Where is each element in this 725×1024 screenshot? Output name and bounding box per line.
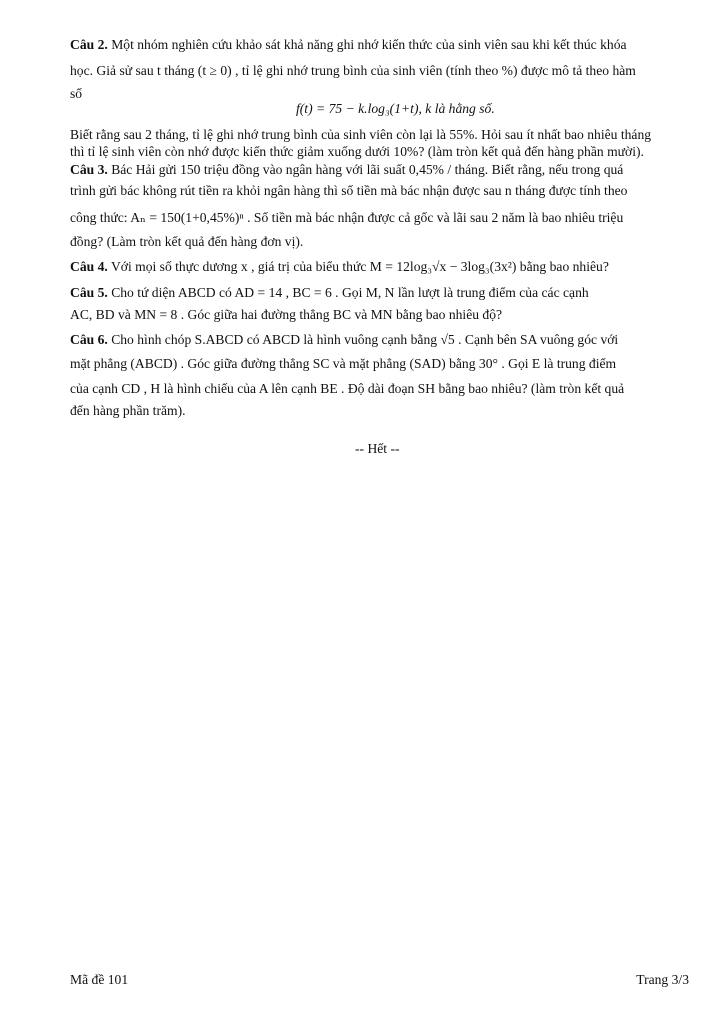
- q5-text-1: Cho tứ diện ABCD có AD = 14 , BC = 6 . Gọi M, N lần lượt là trung điểm của các cạnh: [111, 285, 589, 300]
- q3-line-1: [70, 161, 623, 179]
- page-number: Trang 3/3: [636, 972, 689, 987]
- q5-line-1: [70, 284, 589, 302]
- q4-text-1: Với mọi số thực dương x , giá trị của biểu thức M = 12log₃√x − 3log₃(3x²) bằng bao nhiêu?: [110, 259, 609, 274]
- q6-line-4: đến hàng phần trăm).: [70, 403, 186, 418]
- q2-text-1: Một nhóm nghiên cứu khảo sát khả năng ghi nhớ kiến thức của sinh viên sau khi kết thúc khóa: [111, 37, 627, 52]
- q2-line-5: thì tỉ lệ sinh viên còn nhớ được kiến thức giảm xuống dưới 10%? (làm tròn kết quả đến hàng phần mười).: [70, 144, 644, 159]
- q2-line-3: số: [70, 86, 83, 101]
- q6-label: Câu 6.: [70, 332, 108, 347]
- q2-line-1: [70, 36, 627, 54]
- q2-formula: f(t) = 75 − k.log₃(1+t), k là hằng số.: [296, 101, 495, 116]
- end-marker: -- Hết --: [355, 441, 400, 456]
- q3-text-1: Bác Hải gửi 150 triệu đồng vào ngân hàng với lãi suất 0,45% / tháng. Biết rằng, nếu trong quá: [111, 162, 624, 177]
- q6-line-1: [70, 331, 618, 349]
- q4-label: Câu 4.: [70, 259, 108, 274]
- q5-label: Câu 5.: [70, 285, 108, 300]
- q6-text-1: Cho hình chóp S.ABCD có ABCD là hình vuông cạnh bằng √5 . Cạnh bên SA vuông góc với: [111, 332, 619, 347]
- q3-label: Câu 3.: [70, 162, 108, 177]
- q6-line-2: mặt phẳng (ABCD) . Góc giữa đường thẳng SC và mặt phẳng (SAD) bằng 30° . Gọi E là trung điểm: [70, 356, 617, 371]
- q2-line-4: Biết rằng sau 2 tháng, tỉ lệ ghi nhớ trung bình của sinh viên còn lại là 55%. Hỏi sau ít nhất bao nhiêu tháng: [70, 127, 652, 142]
- q5-line-2: AC, BD và MN = 8 . Góc giữa hai đường thẳng BC và MN bằng bao nhiêu độ?: [70, 307, 503, 322]
- q6-line-3: của cạnh CD , H là hình chiếu của A lên cạnh BE . Độ dài đoạn SH bằng bao nhiêu? (làm tròn kết quả: [70, 381, 625, 396]
- q3-line-2: trình gửi bác không rút tiền ra khỏi ngân hàng thì số tiền mà bác nhận được sau n tháng được tính theo: [70, 183, 628, 198]
- q2-label: Câu 2.: [70, 37, 108, 52]
- q2-line-2: học. Giả sử sau t tháng (t ≥ 0) , tỉ lệ ghi nhớ trung bình của sinh viên (tính theo %) được mô tả theo hàm: [70, 63, 636, 78]
- q3-line-3: công thức: Aₙ = 150(1+0,45%)ⁿ . Số tiền mà bác nhận được cả gốc và lãi sau 2 năm là bao nhiêu triệu: [70, 210, 624, 225]
- exam-code: Mã đề 101: [70, 972, 129, 987]
- q4-line-1: [70, 258, 609, 276]
- q3-line-4: đồng? (Làm tròn kết quả đến hàng đơn vị).: [70, 234, 304, 249]
